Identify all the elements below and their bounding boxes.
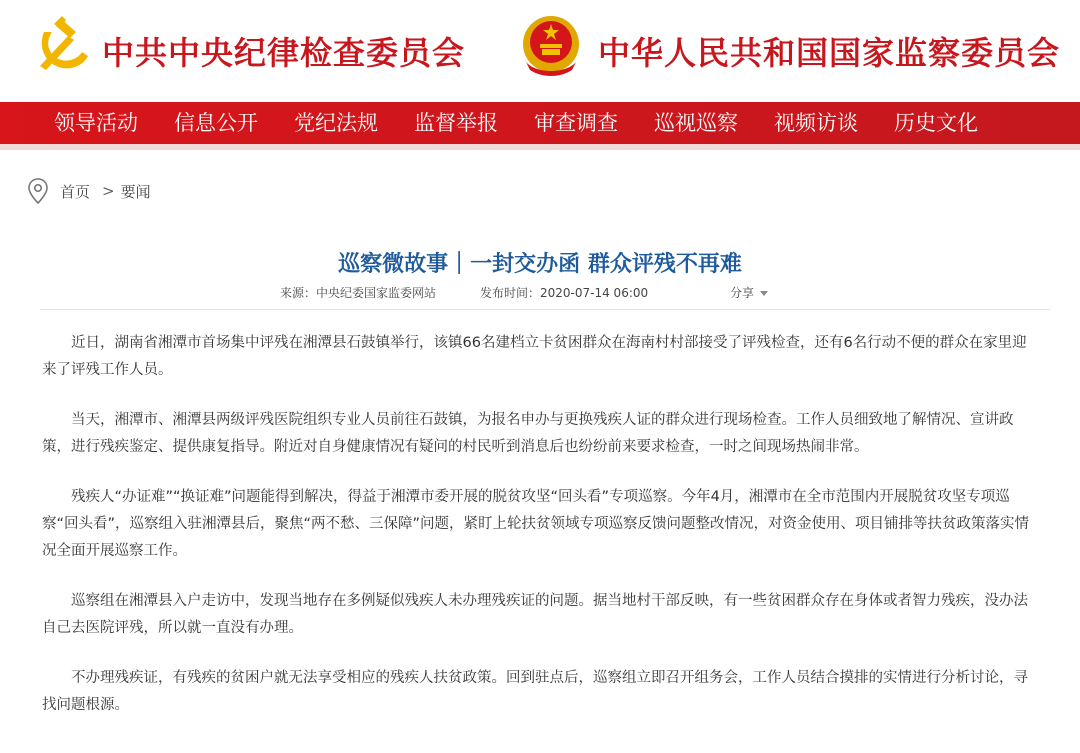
nav-item-leadership[interactable]: 领导活动 (54, 111, 138, 135)
location-pin-icon (28, 178, 48, 204)
breadcrumb-current[interactable]: 要闻 (120, 182, 151, 201)
share-label: 分享 (730, 286, 755, 300)
article-paragraph: 当天，湘潭市、湘潭县两级评残医院组织专业人员前往石鼓镇，为报名申办与更换残疾人证的群众进行现场检查。工作人员细致地了解情况、宣讲政策，进行残疾鉴定、提供康复指导。附近对自身健康情况有疑问的村民听到消息后也纷纷前来要求检查，一时之间现场热闹非常。 (42, 412, 1014, 455)
nav-divider (0, 144, 1080, 150)
nav-item-regulations[interactable]: 党纪法规 (294, 111, 378, 135)
national-emblem-icon[interactable] (520, 12, 582, 78)
main-nav (0, 102, 1080, 144)
breadcrumb-separator: > (102, 182, 115, 200)
nav-item-investigation[interactable]: 审查调查 (534, 111, 618, 135)
article-paragraph: 近日，湖南省湘潭市首场集中评残在湘潭县石鼓镇举行，该镇66名建档立卡贫困群众在海南村村部接受了评残检查，还有6名行动不便的群众在家里迎来了评残工作人员。 (42, 335, 1027, 378)
article-source: 来源：中央纪委国家监委网站 (280, 286, 437, 300)
breadcrumb-home[interactable]: 首页 (60, 182, 91, 201)
nav-item-reporting[interactable]: 监督举报 (414, 111, 498, 135)
national-supervisory-title[interactable]: 中华人民共和国国家监察委员会 (598, 34, 1061, 72)
nav-item-inspection[interactable]: 巡视巡察 (654, 111, 738, 135)
article-paragraph: 不办理残疾证，有残疾的贫困户就无法享受相应的残疾人扶贫政策。回到驻点后，巡察组立即召开组务会，工作人员结合摸排的实情进行分析讨论，寻找问题根源。 (42, 670, 1028, 713)
breadcrumb (28, 178, 151, 204)
chevron-down-icon (760, 291, 768, 296)
party-emblem-icon[interactable] (30, 12, 90, 74)
article-title: 巡察微故事｜一封交办函 群众评残不再难 (338, 251, 742, 277)
nav-item-history[interactable]: 历史文化 (894, 111, 978, 135)
article-paragraph: 残疾人“办证难”“换证难”问题能得到解决，得益于湘潭市委开展的脱贫攻坚“回头看”专项巡察。今年4月，湘潭市在全市范围内开展脱贫攻坚专项巡察“回头看”，巡察组入驻湘潭县后，聚焦“两不愁、三保障”问题，紧盯上轮扶贫领域专项巡察反馈问题整改情况，对资金使用、项目铺排等扶贫政策落实情况全面开展巡察工作。 (42, 489, 1030, 559)
share-button[interactable] (730, 284, 768, 301)
nav-item-video[interactable]: 视频访谈 (774, 111, 858, 135)
article-time: 发布时间：2020-07-14 06:00 (480, 286, 649, 300)
site-header (0, 0, 1080, 102)
nav-items (0, 102, 978, 144)
cpc-commission-title[interactable]: 中共中央纪律检查委员会 (102, 34, 466, 72)
nav-item-information[interactable]: 信息公开 (174, 111, 258, 135)
article-body (42, 330, 1037, 742)
article-paragraph: 巡察组在湘潭县入户走访中，发现当地存在多例疑似残疾人未办理残疾证的问题。据当地村干部反映，有一些贫困群众存在身体或者智力残疾，没办法自己去医院评残，所以就一直没有办理。 (42, 593, 1028, 636)
meta-divider (40, 309, 1050, 310)
